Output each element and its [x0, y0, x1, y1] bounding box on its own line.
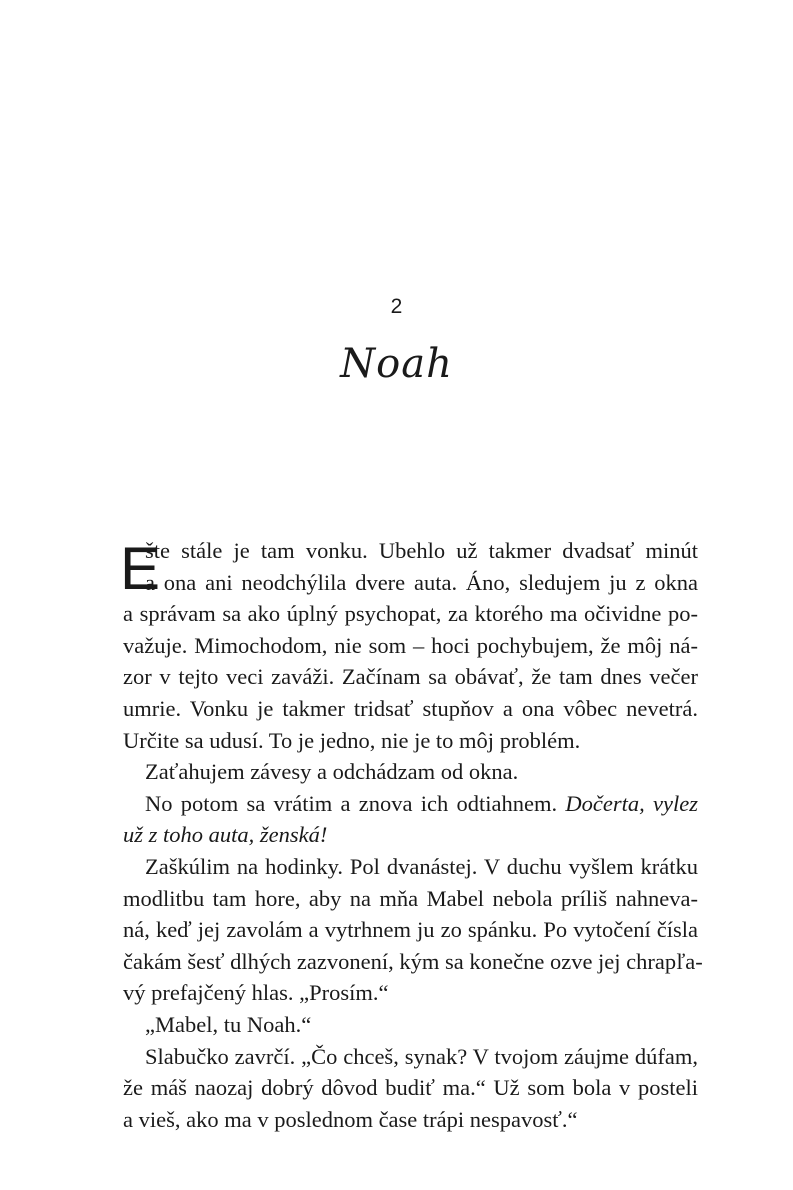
text-line: a vieš, ako ma v poslednom čase trápi nespavosť.“	[123, 1106, 578, 1132]
text-line	[123, 788, 698, 820]
text-line: vý prefajčený hlas. „Prosím.“	[123, 980, 389, 1006]
text-line: važuje. Mimochodom, nie som – hoci pochybujem, že môj ná-	[123, 632, 698, 658]
text-line: modlitbu tam hore, aby na mňa Mabel nebola príliš nahneva-	[123, 885, 698, 911]
text-line: Zaškúlim na hodinky. Pol dvanástej. V duchu vyšlem krátku	[145, 853, 698, 879]
chapter-title: Noah	[340, 341, 453, 387]
text-line: čakám šesť dlhých zazvonení, kým sa konečne ozve jej chrapľa-	[123, 948, 703, 974]
drop-cap: E	[120, 535, 161, 602]
text-line: ná, keď jej zavolám a vytrhnem ju zo spánku. Po vytočení čísla	[123, 917, 698, 943]
text-line: šte stále je tam vonku. Ubehlo už takmer dvadsať minút	[145, 538, 698, 563]
chapter-body	[120, 535, 703, 1135]
text-line: Zaťahujem závesy a odchádzam od okna.	[145, 759, 519, 785]
text-line: Slabučko zavrčí. „Čo chceš, synak? V tvojom záujme dúfam,	[145, 1043, 698, 1069]
text-line: a správam sa ako úplný psychopat, za ktorého ma očividne po-	[123, 601, 698, 627]
text-line	[123, 819, 698, 851]
text-segment: No potom sa vrátim a znova ich odtiahnem.	[145, 790, 566, 816]
italic-text: už z toho auta, ženská!	[123, 822, 328, 848]
chapter-number: 2	[390, 295, 403, 318]
text-line: Určite sa udusí. To je jedno, nie je to môj problém.	[123, 727, 581, 753]
italic-text: Dočerta, vylez	[565, 790, 698, 816]
text-line: zor v tejto veci zaváži. Začínam sa obávať, že tam dnes večer	[123, 664, 698, 690]
text-line: a ona ani neodchýlila dvere auta. Áno, sledujem ju z okna	[145, 569, 698, 595]
text-line: „Mabel, tu Noah.“	[145, 1011, 312, 1037]
text-line: umrie. Vonku je takmer tridsať stupňov a ona vôbec nevetrá.	[123, 695, 698, 721]
text-line: že máš naozaj dobrý dôvod budiť ma.“ Už som bola v posteli	[123, 1075, 698, 1101]
